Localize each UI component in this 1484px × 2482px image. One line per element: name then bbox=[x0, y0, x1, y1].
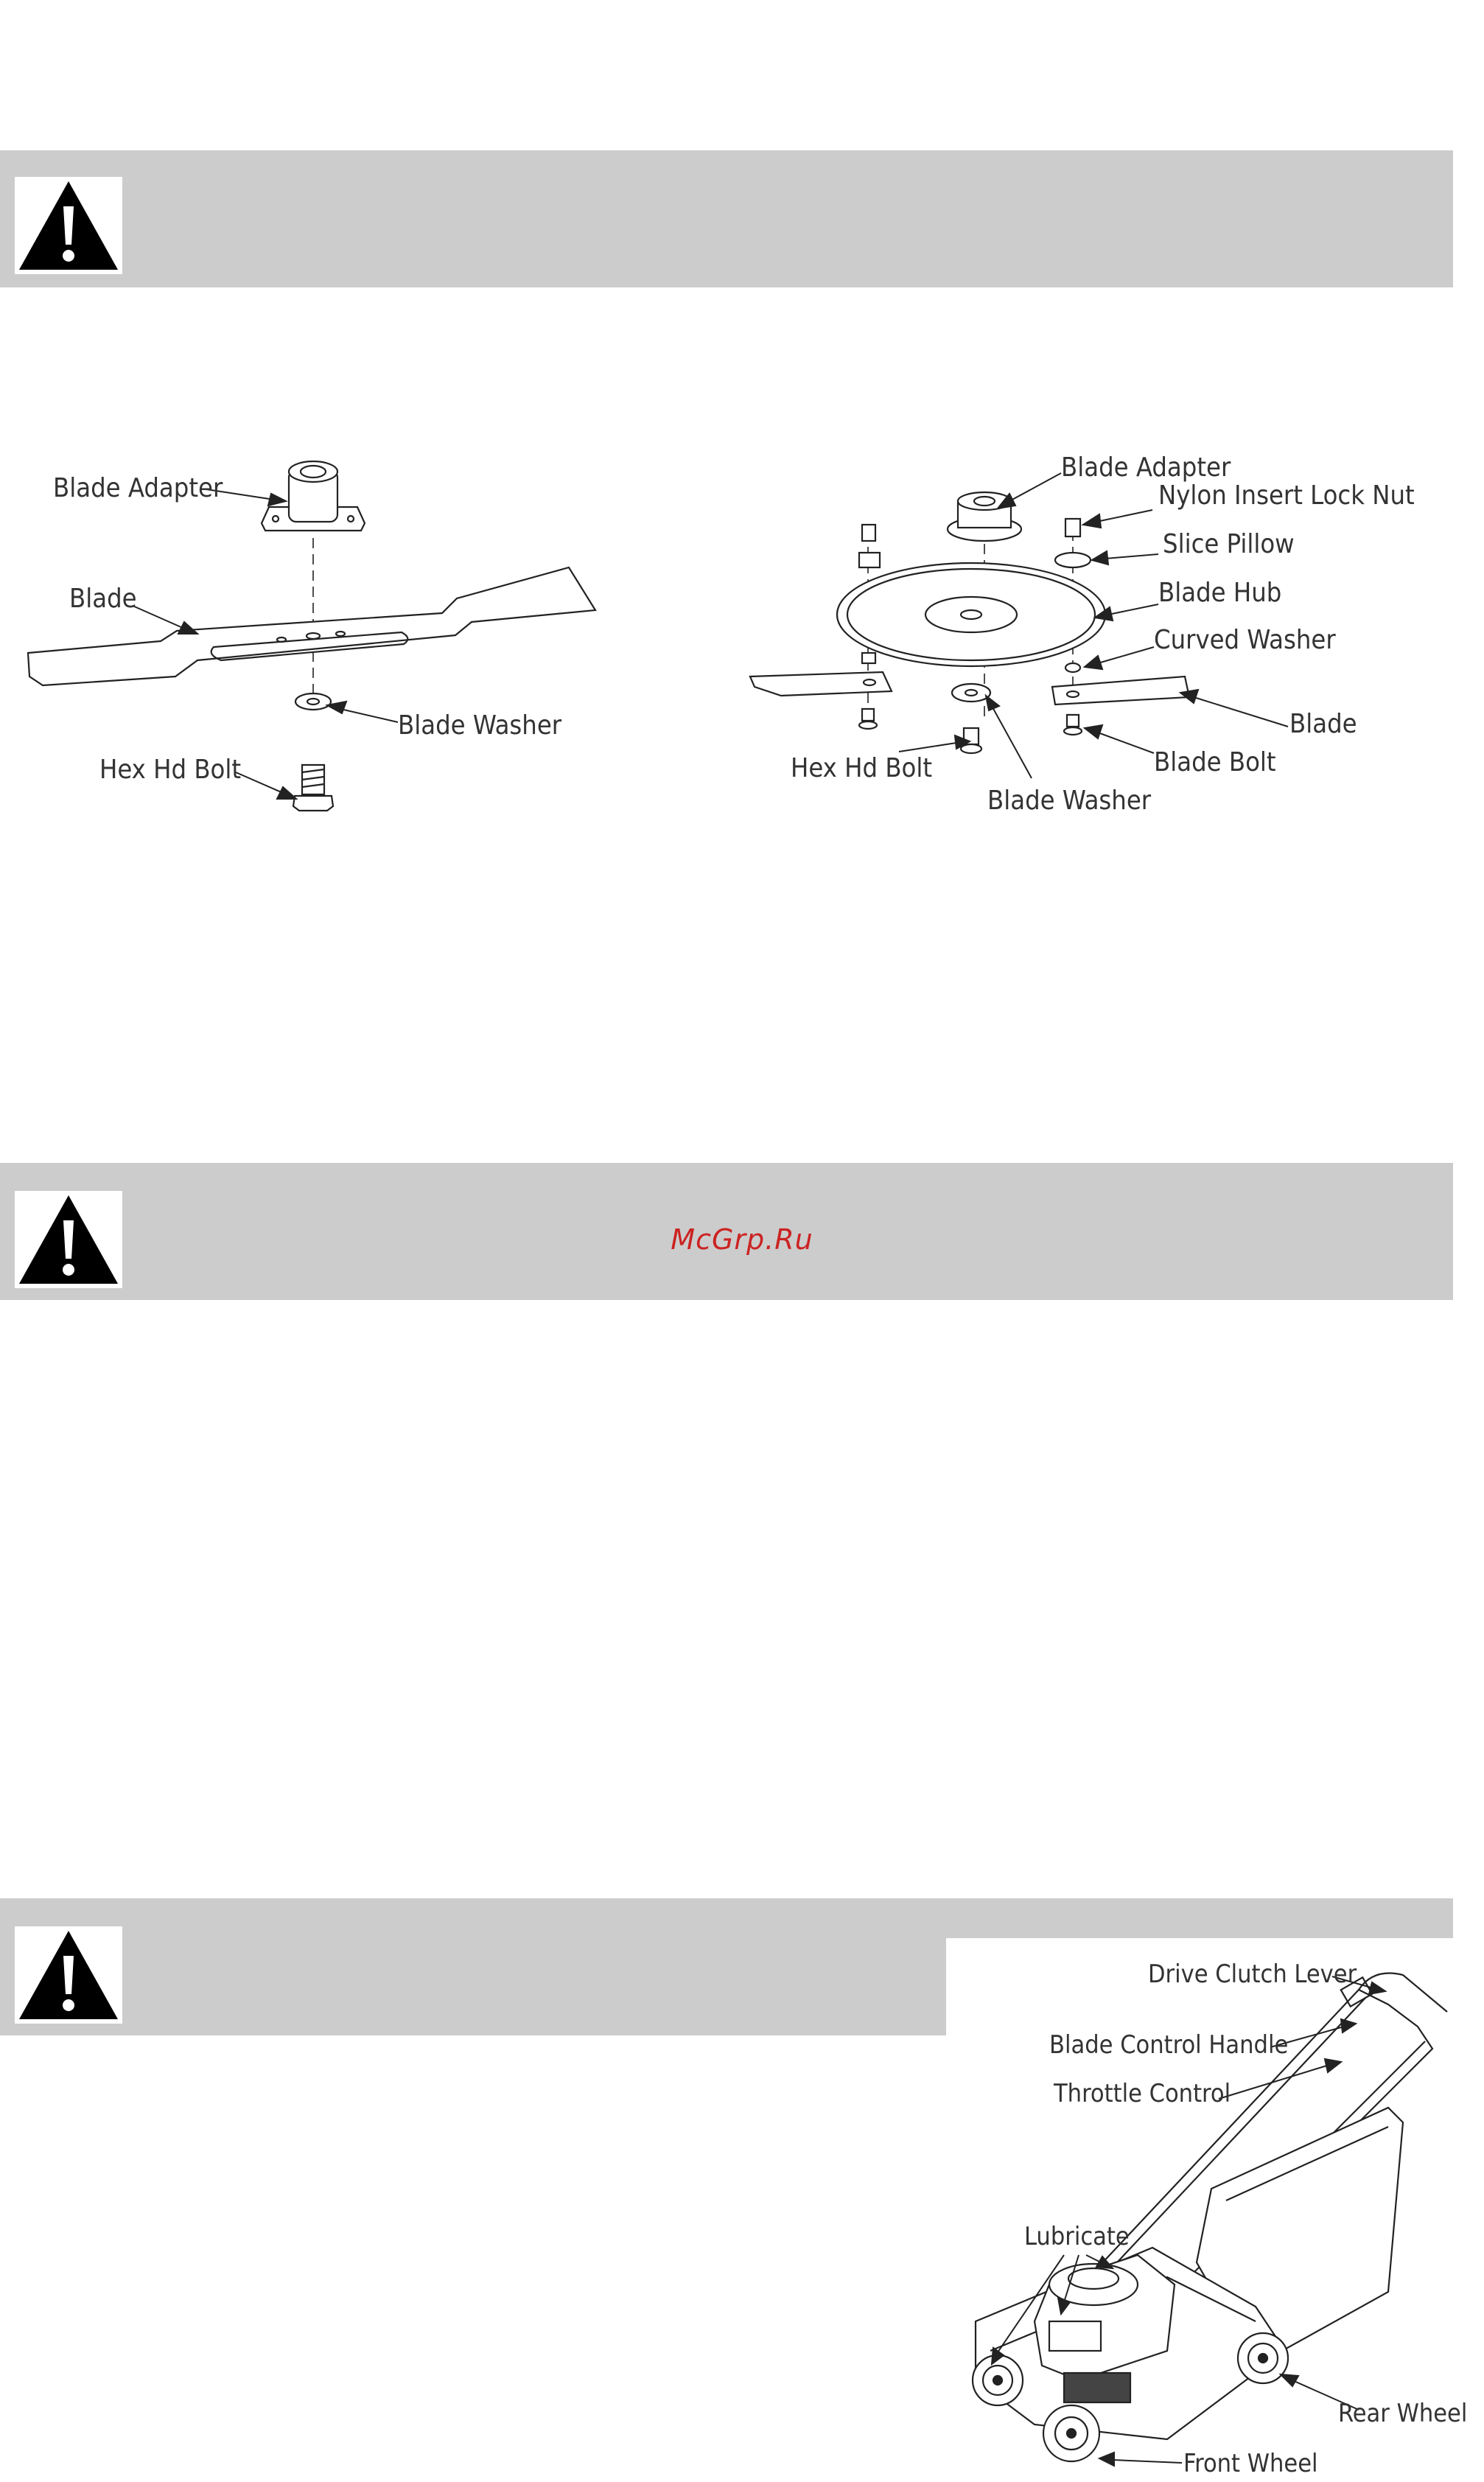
label-blade-control-handle: Blade Control Handle bbox=[1049, 2030, 1289, 2060]
label-blade: Blade bbox=[69, 584, 137, 614]
label-hex-hd-bolt: Hex Hd Bolt bbox=[99, 755, 242, 785]
warning-banner-2 bbox=[0, 1163, 1453, 1300]
label-hub-blade-washer: Blade Washer bbox=[987, 786, 1152, 816]
label-front-wheel: Front Wheel bbox=[1183, 2449, 1318, 2478]
blade-hub-part bbox=[837, 563, 1105, 666]
rear-left-wheel-part bbox=[973, 2355, 1023, 2405]
label-nylon-insert-lock-nut: Nylon Insert Lock Nut bbox=[1158, 480, 1415, 511]
rear-wheel-part bbox=[1238, 2333, 1288, 2383]
label-throttle-control: Throttle Control bbox=[1054, 2079, 1231, 2108]
front-wheel-part bbox=[1043, 2405, 1099, 2461]
left-blade-part bbox=[750, 672, 892, 696]
label-lubricate: Lubricate bbox=[1024, 2222, 1130, 2251]
label-blade-washer: Blade Washer bbox=[398, 710, 562, 741]
warning-triangle-icon bbox=[15, 177, 122, 274]
warning-triangle-icon bbox=[15, 1926, 122, 2024]
blade-hub-diagram bbox=[737, 442, 1484, 855]
warning-banner-1 bbox=[0, 150, 1453, 287]
label-hub-hex-hd-bolt: Hex Hd Bolt bbox=[791, 753, 933, 783]
mower-diagram bbox=[946, 1938, 1477, 2482]
label-blade-adapter: Blade Adapter bbox=[53, 473, 223, 503]
label-hub-blade: Blade bbox=[1289, 709, 1357, 739]
blade-washer-part bbox=[295, 693, 331, 710]
watermark-text: McGrp.Ru bbox=[671, 1223, 813, 1256]
label-drive-clutch-lever: Drive Clutch Lever bbox=[1148, 1960, 1357, 1989]
label-blade-hub: Blade Hub bbox=[1158, 578, 1282, 608]
label-slice-pillow: Slice Pillow bbox=[1163, 529, 1295, 559]
label-rear-wheel: Rear Wheel bbox=[1338, 2399, 1468, 2428]
label-blade-bolt: Blade Bolt bbox=[1154, 747, 1276, 777]
label-hub-blade-adapter: Blade Adapter bbox=[1061, 452, 1231, 483]
label-curved-washer: Curved Washer bbox=[1154, 625, 1336, 655]
single-blade-diagram bbox=[0, 442, 663, 855]
warning-banner-3 bbox=[0, 1938, 946, 2035]
warning-banner-3-top bbox=[0, 1898, 1453, 1938]
